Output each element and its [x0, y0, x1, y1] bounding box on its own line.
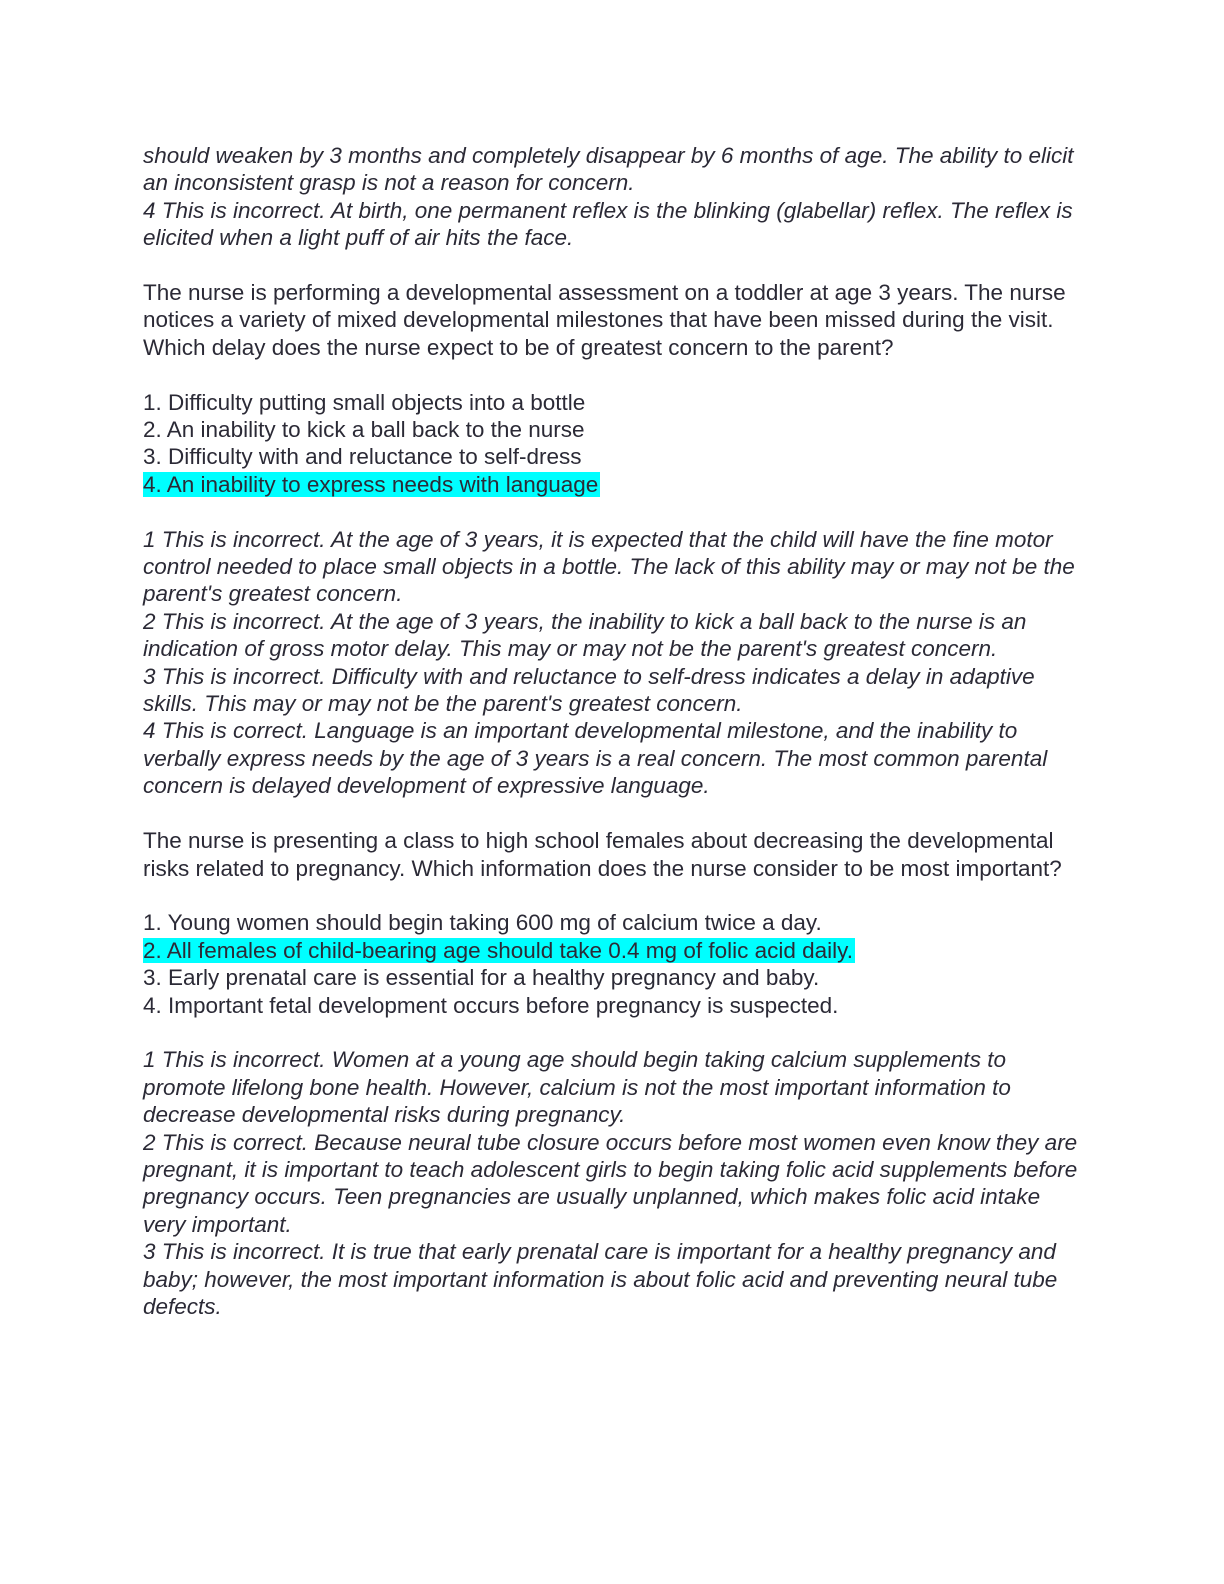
answer-option	[143, 389, 1083, 416]
option-text: 3. Difficulty with and reluctance to self-dress	[143, 444, 582, 470]
spacer	[143, 1019, 1083, 1046]
spacer	[143, 800, 1083, 827]
question-stem: The nurse is presenting a class to high school females about decreasing the developmental risks related to pregnancy. Which information does the nurse consider to be most important?	[143, 828, 1062, 881]
option-text: 4. Important fetal development occurs before pregnancy is suspected.	[143, 992, 839, 1018]
question-stem: The nurse is performing a developmental assessment on a toddler at age 3 years. The nurse notices a variety of mixed developmental milestones that have been missed during the visit. Which delay does the nurse expect to be of greatest concern to the parent?	[143, 280, 1066, 360]
option-text: 3. Early prenatal care is essential for a healthy pregnancy and baby.	[143, 965, 820, 991]
answer-option	[143, 416, 1083, 443]
explanation-text: should weaken by 3 months and completely disappear by 6 months of age. The ability to elicit an inconsistent grasp is not a reason for concern.	[143, 143, 1074, 196]
rationale-text: 4 This is correct. Language is an important developmental milestone, and the inability to verbally express needs by the age of 3 years is a real concern. The most common parental concern is delayed development of expressive language.	[143, 718, 1048, 799]
answer-option	[143, 992, 1083, 1019]
spacer	[143, 252, 1083, 279]
answer-option-correct	[143, 937, 1083, 964]
spacer	[143, 498, 1083, 525]
explanation-text: 4 This is incorrect. At birth, one permanent reflex is the blinking (glabellar) reflex. The reflex is elicited when a light puff of air hits the face.	[143, 197, 1073, 251]
option-text: 2. An inability to kick a ball back to the nurse	[143, 417, 585, 443]
rationale-text: 3 This is incorrect. It is true that early prenatal care is important for a healthy pregnancy and baby; however, the most important information is about folic acid and preventing neural tube defects.	[143, 1239, 1058, 1319]
option-text: 1. Young women should begin taking 600 mg of calcium twice a day.	[143, 910, 822, 936]
rationale-text: 1 This is incorrect. Women at a young age should begin taking calcium supplements to promote lifelong bone health. However, calcium is not the most important information to decrease developmental risks during pregnancy.	[143, 1047, 1011, 1128]
document-page	[143, 142, 1083, 1320]
highlighted-option-text: 4. An inability to express needs with language	[143, 471, 599, 497]
highlighted-option-text: 2. All females of child-bearing age should take 0.4 mg of folic acid daily.	[143, 937, 853, 963]
answer-options	[143, 389, 1083, 499]
rationale-text: 3 This is incorrect. Difficulty with and reluctance to self-dress indicates a delay in adaptive skills. This may or may not be the parent's greatest concern.	[143, 663, 1035, 717]
spacer	[143, 361, 1083, 388]
spacer	[143, 882, 1083, 909]
answer-option	[143, 443, 1083, 470]
answer-option	[143, 909, 1083, 936]
option-text: 1. Difficulty putting small objects into a bottle	[143, 389, 586, 415]
answer-option	[143, 964, 1083, 991]
rationale-text: 2 This is correct. Because neural tube closure occurs before most women even know they are pregnant, it is important to teach adolescent girls to begin taking folic acid supplements before pregnancy occurs. Teen pregnancies are usually unplanned, which makes folic acid intake very important.	[143, 1129, 1078, 1237]
rationale-text: 1 This is incorrect. At the age of 3 years, it is expected that the child will have the fine motor control needed to place small objects in a bottle. The lack of this ability may or may not be the parent's greatest concern.	[143, 526, 1075, 607]
answer-option-correct	[143, 471, 1083, 498]
answer-options	[143, 909, 1083, 1019]
rationale-text: 2 This is incorrect. At the age of 3 years, the inability to kick a ball back to the nurse is an indication of gross motor delay. This may or may not be the parent's greatest concern.	[143, 608, 1027, 662]
